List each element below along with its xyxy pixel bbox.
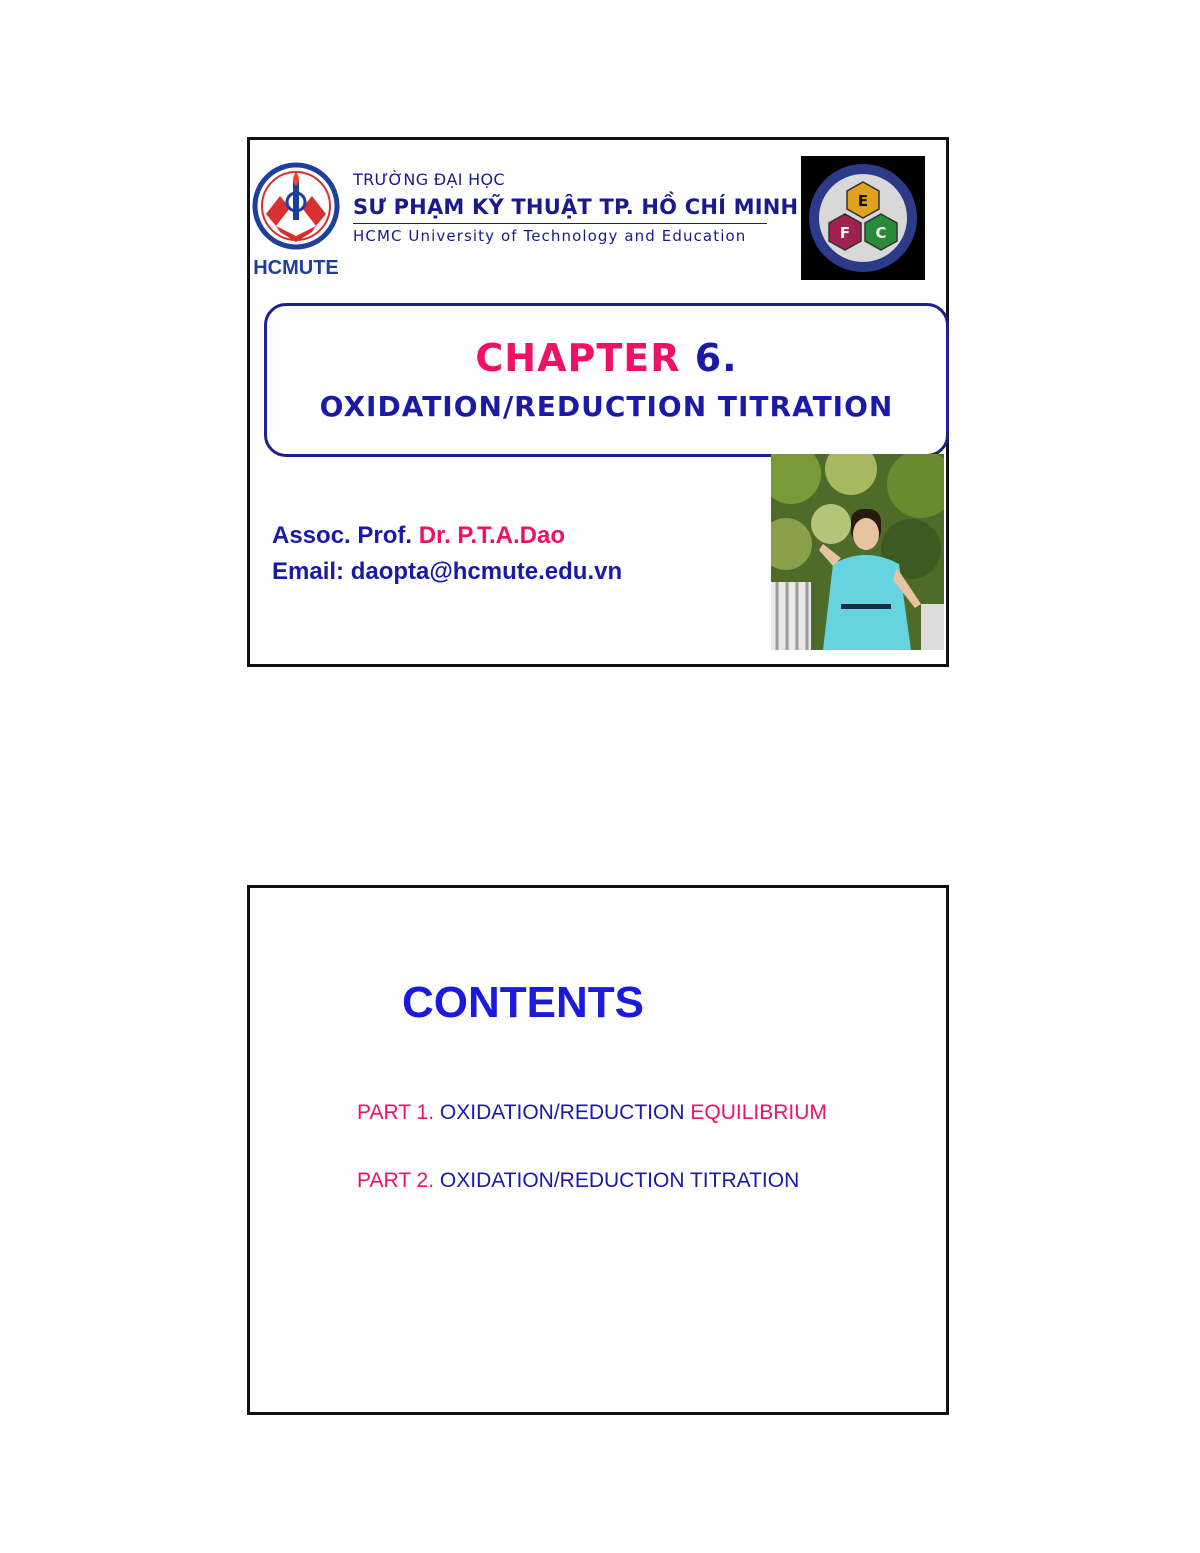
email-label: Email: bbox=[272, 558, 345, 585]
contents-slide bbox=[247, 885, 949, 1415]
contents-item-part2 bbox=[357, 1169, 799, 1193]
university-vn-line2: SƯ PHẠM KỸ THUẬT TP. HỒ CHÍ MINH bbox=[353, 195, 799, 219]
contents-title: CONTENTS bbox=[402, 978, 644, 1027]
svg-text:E: E bbox=[857, 192, 869, 210]
part1-highlight: EQUILIBRIUM bbox=[684, 1101, 827, 1124]
divider bbox=[353, 223, 767, 224]
hcmute-logo bbox=[252, 162, 342, 280]
author-title: Assoc. Prof. bbox=[272, 522, 413, 549]
chapter-word: CHAPTER bbox=[475, 336, 681, 380]
faculty-logo bbox=[801, 156, 925, 280]
chapter-number: 6. bbox=[694, 336, 738, 380]
email-line bbox=[272, 554, 622, 590]
chapter-heading bbox=[267, 336, 946, 380]
university-en-name: HCMC University of Technology and Education bbox=[353, 227, 747, 245]
university-vn-line1: TRƯỜNG ĐẠI HỌC bbox=[353, 170, 505, 189]
chapter-title-box bbox=[264, 303, 949, 457]
svg-text:F: F bbox=[839, 224, 851, 242]
svg-text:HCMUTE: HCMUTE bbox=[253, 257, 339, 279]
contents-item-part1 bbox=[357, 1101, 827, 1125]
author-photo bbox=[771, 454, 944, 650]
author-name: Dr. P.T.A.Dao bbox=[418, 522, 565, 549]
svg-text:C: C bbox=[875, 224, 887, 242]
title-slide bbox=[247, 137, 949, 667]
part1-text: OXIDATION/REDUCTION bbox=[439, 1101, 685, 1124]
university-name-block bbox=[353, 170, 798, 245]
chapter-subtitle: OXIDATION/REDUCTION TITRATION bbox=[319, 390, 894, 423]
part1-prefix: PART 1. bbox=[357, 1101, 435, 1124]
email-address: daopta@hcmute.edu.vn bbox=[350, 558, 623, 585]
author-block bbox=[272, 518, 622, 590]
author-line bbox=[272, 518, 622, 554]
part2-prefix: PART 2. bbox=[357, 1169, 435, 1192]
part2-text: OXIDATION/REDUCTION TITRATION bbox=[439, 1169, 800, 1192]
